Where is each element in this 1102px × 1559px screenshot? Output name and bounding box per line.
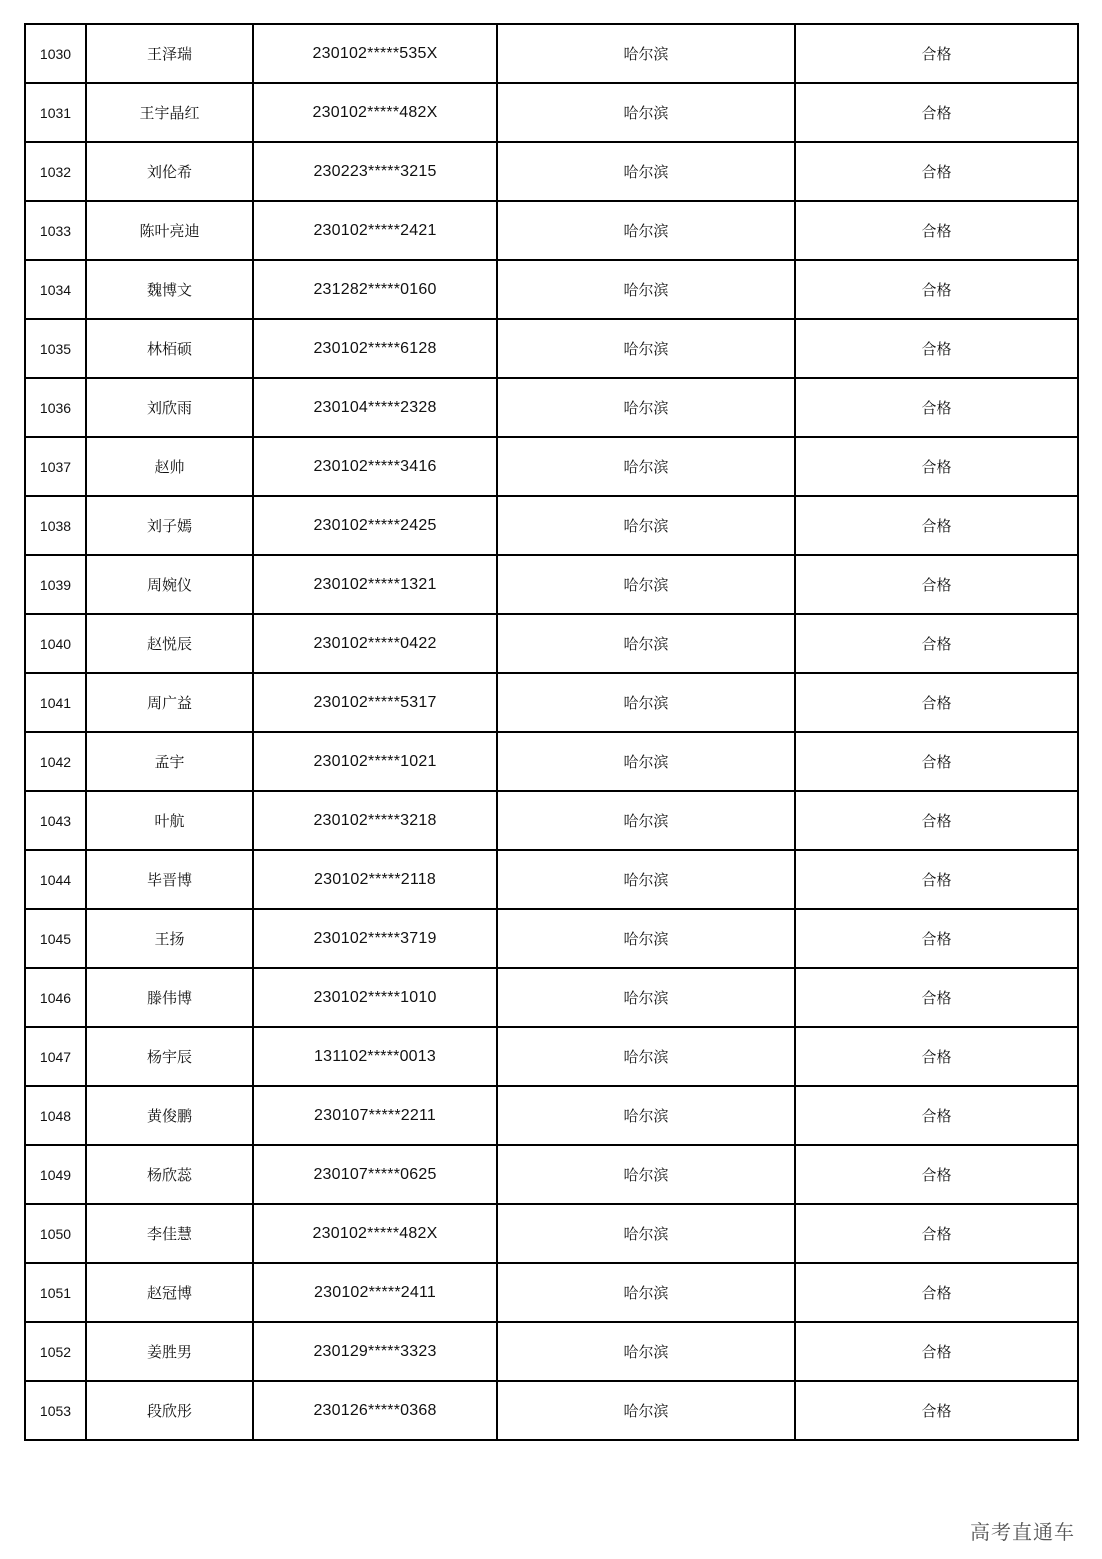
cell-city: 哈尔滨 [497, 437, 795, 496]
table-row [25, 1027, 1078, 1086]
cell-id-number: 230126*****0368 [253, 1381, 497, 1440]
cell-city: 哈尔滨 [497, 201, 795, 260]
cell-name: 赵悦辰 [86, 614, 253, 673]
table-row [25, 496, 1078, 555]
cell-result: 合格 [795, 1086, 1078, 1145]
table-row [25, 24, 1078, 83]
cell-id-number: 230102*****2118 [253, 850, 497, 909]
table-row [25, 1145, 1078, 1204]
cell-city: 哈尔滨 [497, 968, 795, 1027]
cell-name: 陈叶亮迪 [86, 201, 253, 260]
cell-city: 哈尔滨 [497, 260, 795, 319]
cell-number: 1039 [25, 555, 86, 614]
cell-number: 1034 [25, 260, 86, 319]
cell-result: 合格 [795, 614, 1078, 673]
cell-number: 1045 [25, 909, 86, 968]
cell-id-number: 230102*****1010 [253, 968, 497, 1027]
cell-name: 王宇晶红 [86, 83, 253, 142]
cell-id-number: 230104*****2328 [253, 378, 497, 437]
cell-result: 合格 [795, 909, 1078, 968]
cell-id-number: 230102*****0422 [253, 614, 497, 673]
cell-number: 1040 [25, 614, 86, 673]
table-row [25, 83, 1078, 142]
table-row [25, 1381, 1078, 1440]
cell-number: 1051 [25, 1263, 86, 1322]
cell-result: 合格 [795, 201, 1078, 260]
cell-id-number: 230102*****3218 [253, 791, 497, 850]
table-row [25, 201, 1078, 260]
table-row [25, 968, 1078, 1027]
table-row [25, 1322, 1078, 1381]
cell-result: 合格 [795, 1145, 1078, 1204]
cell-name: 刘伦希 [86, 142, 253, 201]
table-row [25, 555, 1078, 614]
cell-city: 哈尔滨 [497, 850, 795, 909]
cell-number: 1046 [25, 968, 86, 1027]
cell-result: 合格 [795, 496, 1078, 555]
cell-city: 哈尔滨 [497, 83, 795, 142]
cell-result: 合格 [795, 24, 1078, 83]
cell-city: 哈尔滨 [497, 1263, 795, 1322]
cell-number: 1041 [25, 673, 86, 732]
cell-name: 毕晋博 [86, 850, 253, 909]
cell-city: 哈尔滨 [497, 496, 795, 555]
watermark-text: 高考直通车 [970, 1520, 1075, 1544]
cell-name: 黄俊鹏 [86, 1086, 253, 1145]
cell-result: 合格 [795, 673, 1078, 732]
cell-name: 段欣彤 [86, 1381, 253, 1440]
cell-number: 1052 [25, 1322, 86, 1381]
cell-id-number: 230102*****6128 [253, 319, 497, 378]
cell-name: 王泽瑞 [86, 24, 253, 83]
cell-name: 林栢硕 [86, 319, 253, 378]
cell-id-number: 230102*****2425 [253, 496, 497, 555]
cell-number: 1050 [25, 1204, 86, 1263]
cell-name: 魏博文 [86, 260, 253, 319]
table-row [25, 1204, 1078, 1263]
cell-city: 哈尔滨 [497, 1204, 795, 1263]
cell-number: 1037 [25, 437, 86, 496]
table-row [25, 1263, 1078, 1322]
cell-name: 杨欣蕊 [86, 1145, 253, 1204]
cell-name: 周婉仪 [86, 555, 253, 614]
cell-city: 哈尔滨 [497, 673, 795, 732]
table-row [25, 791, 1078, 850]
cell-id-number: 230107*****2211 [253, 1086, 497, 1145]
cell-name: 李佳慧 [86, 1204, 253, 1263]
cell-city: 哈尔滨 [497, 555, 795, 614]
cell-name: 刘欣雨 [86, 378, 253, 437]
cell-city: 哈尔滨 [497, 614, 795, 673]
cell-name: 孟宇 [86, 732, 253, 791]
cell-id-number: 230102*****3416 [253, 437, 497, 496]
cell-id-number: 230102*****482X [253, 1204, 497, 1263]
cell-number: 1049 [25, 1145, 86, 1204]
cell-name: 赵冠博 [86, 1263, 253, 1322]
cell-number: 1043 [25, 791, 86, 850]
roster-table [24, 23, 1079, 1441]
cell-result: 合格 [795, 260, 1078, 319]
table-row [25, 909, 1078, 968]
cell-result: 合格 [795, 437, 1078, 496]
cell-city: 哈尔滨 [497, 1381, 795, 1440]
cell-number: 1042 [25, 732, 86, 791]
cell-id-number: 230129*****3323 [253, 1322, 497, 1381]
table-row [25, 732, 1078, 791]
cell-result: 合格 [795, 83, 1078, 142]
cell-name: 叶航 [86, 791, 253, 850]
cell-id-number: 230223*****3215 [253, 142, 497, 201]
cell-city: 哈尔滨 [497, 24, 795, 83]
cell-name: 王扬 [86, 909, 253, 968]
cell-number: 1048 [25, 1086, 86, 1145]
cell-city: 哈尔滨 [497, 142, 795, 201]
cell-name: 杨宇辰 [86, 1027, 253, 1086]
cell-city: 哈尔滨 [497, 378, 795, 437]
cell-result: 合格 [795, 1381, 1078, 1440]
cell-id-number: 230102*****535X [253, 24, 497, 83]
cell-city: 哈尔滨 [497, 732, 795, 791]
cell-result: 合格 [795, 791, 1078, 850]
table-row [25, 142, 1078, 201]
cell-number: 1035 [25, 319, 86, 378]
cell-number: 1031 [25, 83, 86, 142]
table-row [25, 437, 1078, 496]
table-row [25, 319, 1078, 378]
table-row [25, 260, 1078, 319]
cell-id-number: 230102*****1321 [253, 555, 497, 614]
cell-city: 哈尔滨 [497, 1027, 795, 1086]
cell-result: 合格 [795, 378, 1078, 437]
cell-result: 合格 [795, 850, 1078, 909]
table-row [25, 850, 1078, 909]
table-row [25, 378, 1078, 437]
cell-id-number: 230102*****1021 [253, 732, 497, 791]
cell-name: 刘子嫣 [86, 496, 253, 555]
cell-result: 合格 [795, 319, 1078, 378]
cell-city: 哈尔滨 [497, 319, 795, 378]
cell-name: 赵帅 [86, 437, 253, 496]
document-page [24, 23, 1077, 1441]
cell-result: 合格 [795, 1322, 1078, 1381]
cell-city: 哈尔滨 [497, 1086, 795, 1145]
cell-name: 周广益 [86, 673, 253, 732]
cell-id-number: 230102*****3719 [253, 909, 497, 968]
cell-name: 姜胜男 [86, 1322, 253, 1381]
roster-table-body [25, 24, 1078, 1440]
cell-city: 哈尔滨 [497, 1322, 795, 1381]
cell-result: 合格 [795, 142, 1078, 201]
cell-number: 1044 [25, 850, 86, 909]
cell-id-number: 131102*****0013 [253, 1027, 497, 1086]
cell-number: 1030 [25, 24, 86, 83]
cell-result: 合格 [795, 732, 1078, 791]
table-row [25, 673, 1078, 732]
table-row [25, 614, 1078, 673]
cell-id-number: 230102*****2421 [253, 201, 497, 260]
cell-number: 1033 [25, 201, 86, 260]
cell-result: 合格 [795, 968, 1078, 1027]
cell-id-number: 230107*****0625 [253, 1145, 497, 1204]
cell-result: 合格 [795, 1027, 1078, 1086]
table-row [25, 1086, 1078, 1145]
cell-number: 1036 [25, 378, 86, 437]
cell-number: 1053 [25, 1381, 86, 1440]
cell-name: 滕伟博 [86, 968, 253, 1027]
cell-id-number: 230102*****5317 [253, 673, 497, 732]
cell-number: 1032 [25, 142, 86, 201]
cell-result: 合格 [795, 1263, 1078, 1322]
cell-city: 哈尔滨 [497, 791, 795, 850]
cell-city: 哈尔滨 [497, 909, 795, 968]
cell-id-number: 231282*****0160 [253, 260, 497, 319]
cell-result: 合格 [795, 555, 1078, 614]
cell-id-number: 230102*****2411 [253, 1263, 497, 1322]
cell-city: 哈尔滨 [497, 1145, 795, 1204]
cell-result: 合格 [795, 1204, 1078, 1263]
cell-number: 1038 [25, 496, 86, 555]
cell-id-number: 230102*****482X [253, 83, 497, 142]
cell-number: 1047 [25, 1027, 86, 1086]
